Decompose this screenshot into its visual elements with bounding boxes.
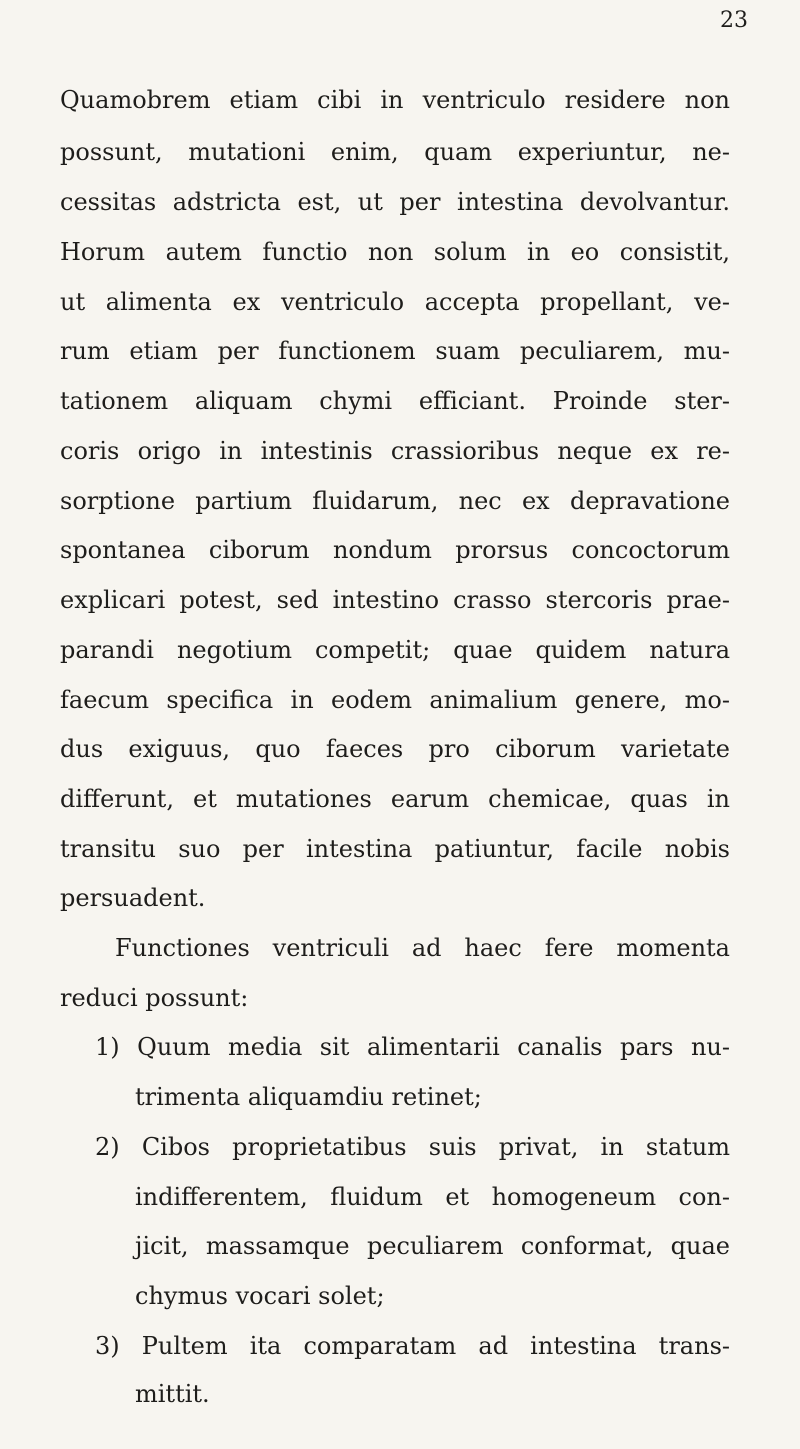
text-line: cessitas adstricta est, ut per intestina devolvantur. [60,188,730,216]
text-line: tationem aliquam chymi efficiant. Proinde ster- [60,387,730,415]
text-line: explicari potest, sed intestino crasso stercoris prae- [60,586,730,614]
text-line: possunt, mutationi enim, quam experiuntur, ne- [60,138,730,166]
list-item: 2) Cibos proprietatibus suis privat, in statum [95,1133,730,1161]
text-line: reduci possunt: [60,984,249,1012]
text-line: sorptione partium fluidarum, nec ex depravatione [60,487,730,515]
list-item: trimenta aliquamdiu retinet; [135,1083,482,1111]
list-item: 3) Pultem ita comparatam ad intestina trans- [95,1332,730,1360]
text-line: differunt, et mutationes earum chemicae, quas in [60,785,730,813]
list-item: 1) Quum media sit alimentarii canalis pars nu- [95,1033,730,1061]
text-line: Functiones ventriculi ad haec fere momenta [115,934,730,962]
list-item: mittit. [135,1380,210,1408]
text-line: ut alimenta ex ventriculo accepta propellant, ve- [60,288,730,316]
page-number: 23 [720,8,748,33]
text-line: faecum specifica in eodem animalium genere, mo- [60,686,730,714]
text-line: Quamobrem etiam cibi in ventriculo residere non [60,86,730,114]
text-line: dus exiguus, quo faeces pro ciborum varietate [60,735,730,763]
list-item: jicit, massamque peculiarem conformat, quae [135,1232,730,1260]
text-line: Horum autem functio non solum in eo consistit, [60,238,730,266]
list-item: chymus vocari solet; [135,1282,385,1310]
text-line: spontanea ciborum nondum prorsus concoctorum [60,536,730,564]
text-line: transitu suo per intestina patiuntur, facile nobis [60,835,730,863]
text-line: parandi negotium competit; quae quidem natura [60,636,730,664]
text-line: coris origo in intestinis crassioribus neque ex re- [60,437,730,465]
text-line: persuadent. [60,884,206,912]
list-item: indifferentem, fluidum et homogeneum con- [135,1183,730,1211]
text-line: rum etiam per functionem suam peculiarem, mu- [60,337,730,365]
